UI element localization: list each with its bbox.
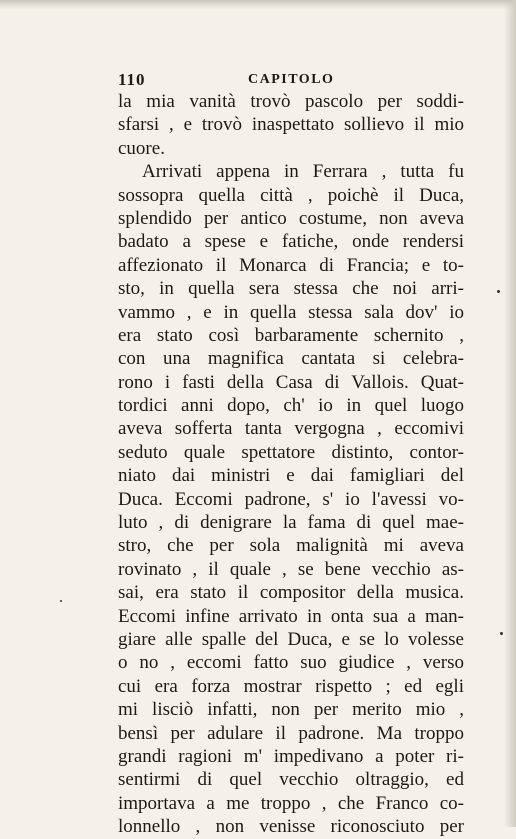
text-line: sto, in quella sera stessa che noi arri- <box>118 278 464 300</box>
text-line: seduto quale spettatore distinto, contor- <box>118 441 464 463</box>
text-line: importava a me troppo , che Franco co- <box>118 792 464 814</box>
text-line: luto , di denigrare la fama di quel mae- <box>118 512 464 534</box>
text-line: Eccomi infine arrivato in onta sua a man- <box>118 605 464 627</box>
paper-speck <box>60 600 62 602</box>
body-text <box>118 90 464 839</box>
text-line: rovinato , il quale , se bene vecchio as- <box>118 558 464 580</box>
text-line: sfarsi , e trovò inaspettato sollievo il mio <box>118 114 464 136</box>
paper-speck <box>500 632 503 635</box>
text-line: mi lisciò infatti, non per merito mio , <box>118 699 464 721</box>
text-line: niato dai ministri e dai famigliari del <box>118 465 464 487</box>
text-line: lonnello , non venisse riconosciuto per <box>118 816 464 838</box>
text-line: rono i fasti della Casa di Vallois. Quat- <box>118 371 464 393</box>
text-line: tordici anni dopo, ch' io in quel luogo <box>118 395 464 417</box>
text-line: Arrivati appena in Ferrara , tutta fu <box>142 161 464 183</box>
text-line: sai, era stato il compositor della musica. <box>118 582 464 604</box>
text-line: cuore. <box>118 137 165 159</box>
text-line: giare alle spalle del Duca, e se lo volesse <box>118 628 464 650</box>
text-line: la mia vanità trovò pascolo per soddi- <box>118 91 464 112</box>
text-line: splendido per antico costume, non aveva <box>118 207 464 229</box>
text-line: grandi ragioni m' impedivano a poter ri- <box>118 745 464 767</box>
text-line: o no , eccomi fatto suo giudice , verso <box>118 652 464 674</box>
text-line: stro, che per sola malignità mi aveva <box>118 535 464 557</box>
text-line: sossopra quella città , poichè il Duca, <box>118 184 464 206</box>
page-number: 110 <box>118 70 146 89</box>
chapter-heading: CAPITOLO <box>248 72 335 87</box>
page-gutter-shadow <box>504 0 516 827</box>
text-line: con una magnifica cantata si celebra- <box>118 348 464 370</box>
paper-speck <box>497 290 500 293</box>
text-line: era stato così barbaramente schernito , <box>118 324 464 346</box>
text-line: bensì per adulare il padrone. Ma troppo <box>118 722 464 744</box>
text-line: Duca. Eccomi padrone, s' io l'avessi vo- <box>118 488 464 510</box>
text-line: vammo , e in quella stessa sala dov' io <box>118 301 464 323</box>
text-line: badato a spese e fatiche, onde rendersi <box>118 231 464 253</box>
text-line: cui era forza mostrar rispetto ; ed egli <box>118 675 464 697</box>
page-top-edge <box>0 0 516 10</box>
text-line: aveva sofferta tanta vergogna , eccomivi <box>118 418 464 440</box>
text-line: affezionato il Monarca di Francia; e to- <box>118 254 464 276</box>
text-line: sentirmi di quel vecchio oltraggio, ed <box>118 769 464 791</box>
